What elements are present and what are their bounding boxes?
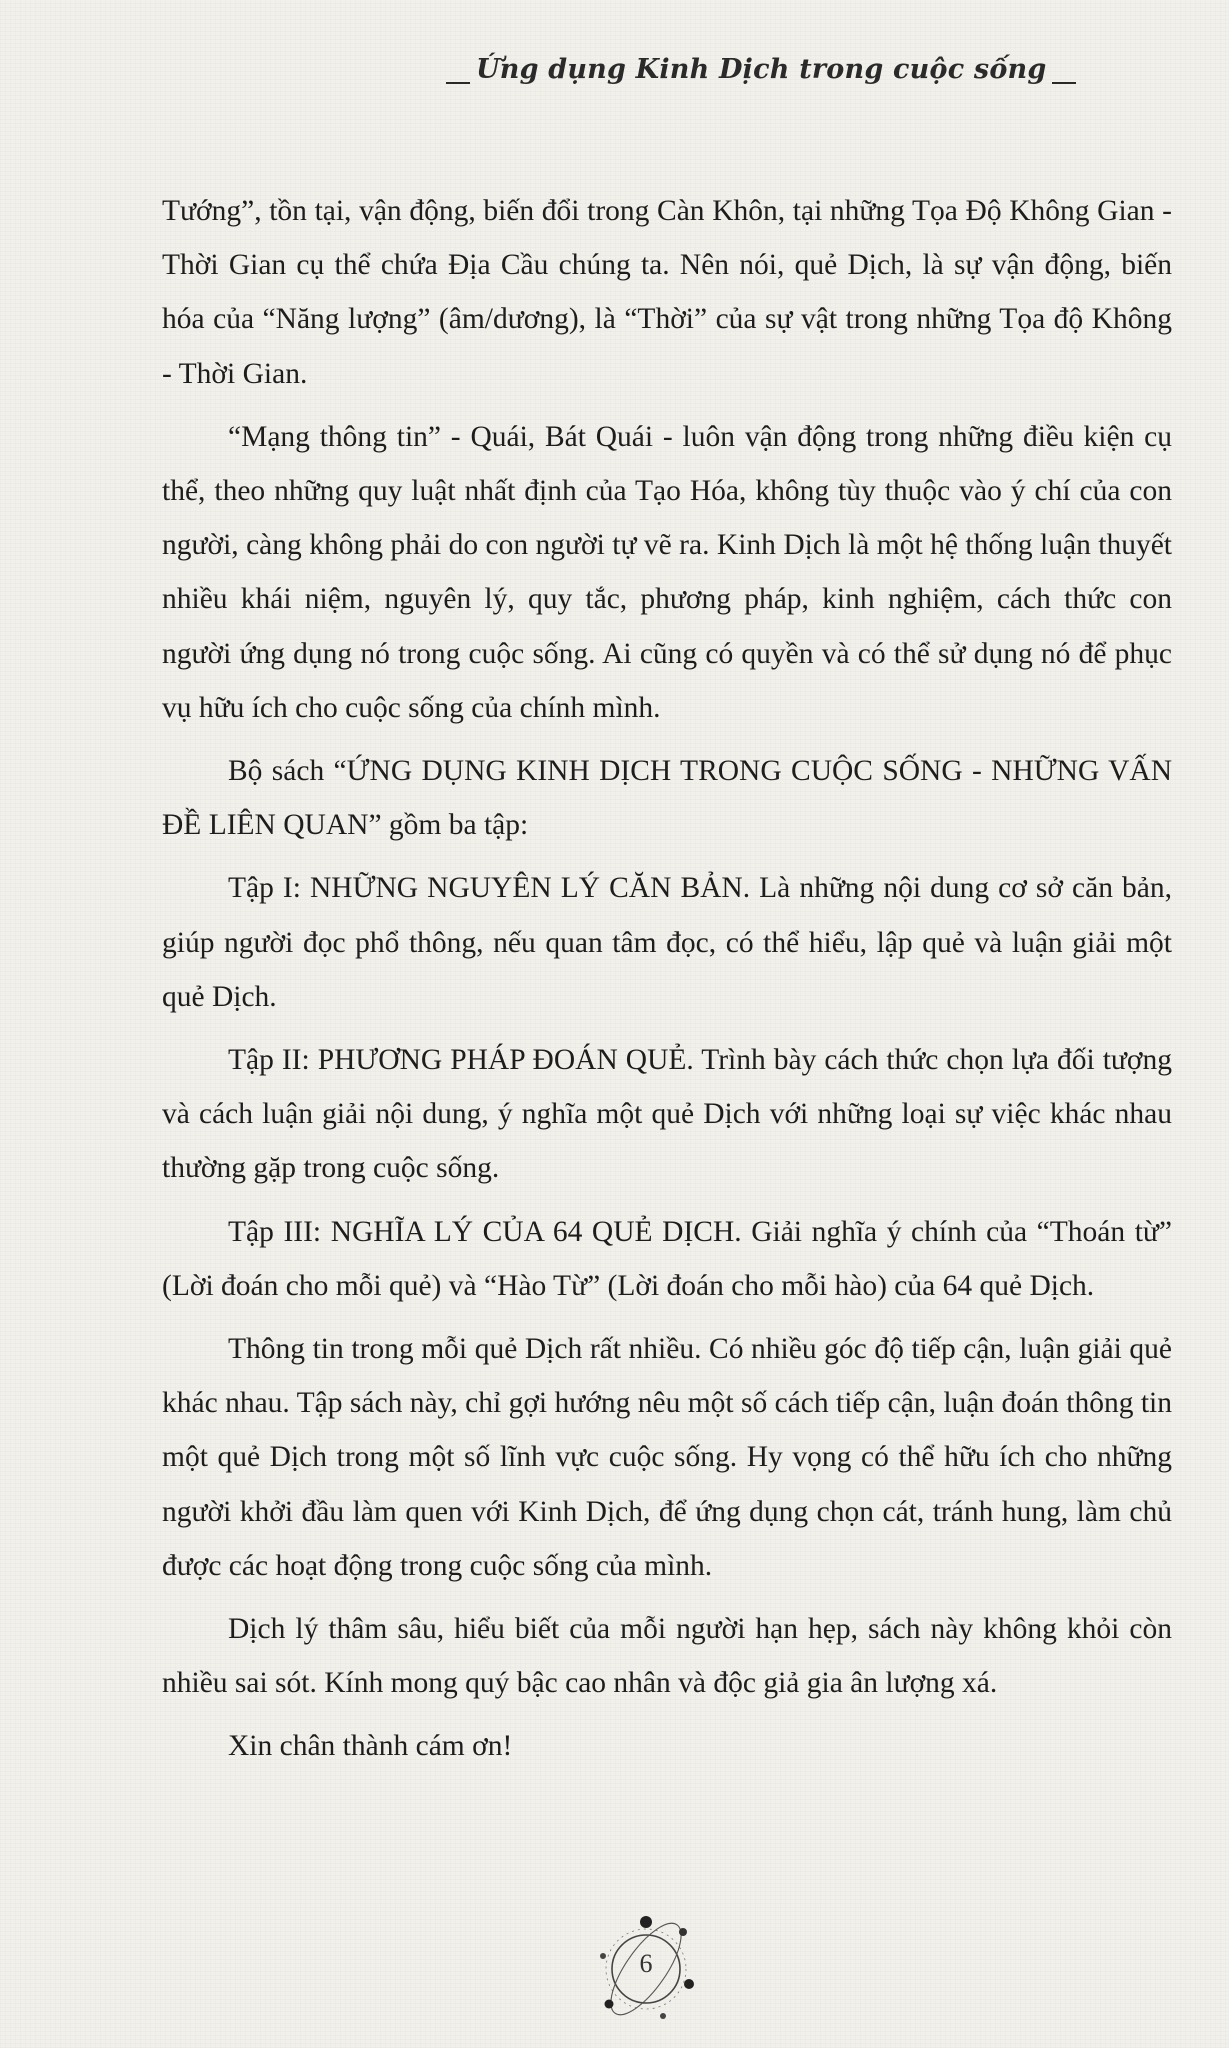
paragraph-closing: Xin chân thành cám ơn! [228, 1730, 513, 1763]
header-title: Ứng dụng Kinh Dịch trong cuộc sống [476, 54, 1047, 85]
paragraph: Dịch lý thâm sâu, hiểu biết của mỗi người hạn hẹp, sách này không khỏi còn nhiều sai sót. Kính mong quý bậc cao nhân và độc giả gia ân lượng xá. [162, 1613, 1172, 1700]
header-dash-right [1052, 82, 1076, 84]
paragraph-continued: Tướng”, tồn tại, vận động, biến đổi trong Càn Khôn, tại những Tọa Độ Không Gian - Thời Gian cụ thể chứa Địa Cầu chúng ta. Nên nói, quẻ Dịch, là sự vận động, biến hóa của “Năng lượng” (âm/dương), là “Thời” của sự vật trong những Tọa độ Không - Thời Gian. [162, 195, 1172, 390]
paragraph: “Mạng thông tin” - Quái, Bát Quái - luôn vận động trong những điều kiện cụ thể, theo những quy luật nhất định của Tạo Hóa, không tùy thuộc vào ý chí của con người, càng không phải do con người tự vẽ ra. Kinh Dịch là một hệ thống luận thuyết nhiều khái niệm, nguyên lý, quy tắc, phương pháp, kinh nghiệm, cách thức con người ứng dụng nó trong cuộc sống. Ai cũng có quyền và có thể sử dụng nó để phục vụ hữu ích cho cuộc sống của chính mình. [162, 420, 1172, 724]
header-dash-left [446, 82, 470, 84]
paragraph: Tập III: NGHĨA LÝ CỦA 64 QUẺ DỊCH. Giải nghĩa ý chính của “Thoán từ” (Lời đoán cho mỗi quẻ) và “Hào Từ” (Lời đoán cho mỗi hào) của 64 quẻ Dịch. [162, 1215, 1172, 1302]
paragraph: Thông tin trong mỗi quẻ Dịch rất nhiều. Có nhiều góc độ tiếp cận, luận giải quẻ khác nhau. Tập sách này, chỉ gợi hướng nêu một số cách tiếp cận, luận đoán thông tin một quẻ Dịch trong một số lĩnh vực cuộc sống. Hy vọng có thể hữu ích cho những người khởi đầu làm quen với Kinh Dịch, để ứng dụng chọn cát, tránh hung, làm chủ được các hoạt động trong cuộc sống của mình. [162, 1333, 1172, 1582]
running-header [440, 54, 1047, 85]
paragraph: Tập I: NHỮNG NGUYÊN LÝ CĂN BẢN. Là những nội dung cơ sở căn bản, giúp người đọc phổ thông, nếu quan tâm đọc, có thể hiểu, lập quẻ và luận giải một quẻ Dịch. [162, 872, 1172, 1013]
paragraph: Bộ sách “ỨNG DỤNG KINH DỊCH TRONG CUỘC SỐNG - NHỮNG VẤN ĐỀ LIÊN QUAN” gồm ba tập: [162, 755, 1172, 842]
paragraph: Tập II: PHƯƠNG PHÁP ĐOÁN QUẺ. Trình bày cách thức chọn lựa đối tượng và cách luận giải nội dung, ý nghĩa một quẻ Dịch với những loại sự việc khác nhau thường gặp trong cuộc sống. [162, 1044, 1172, 1185]
page-number: 6 [639, 1949, 653, 1978]
body-text [162, 184, 1172, 1783]
